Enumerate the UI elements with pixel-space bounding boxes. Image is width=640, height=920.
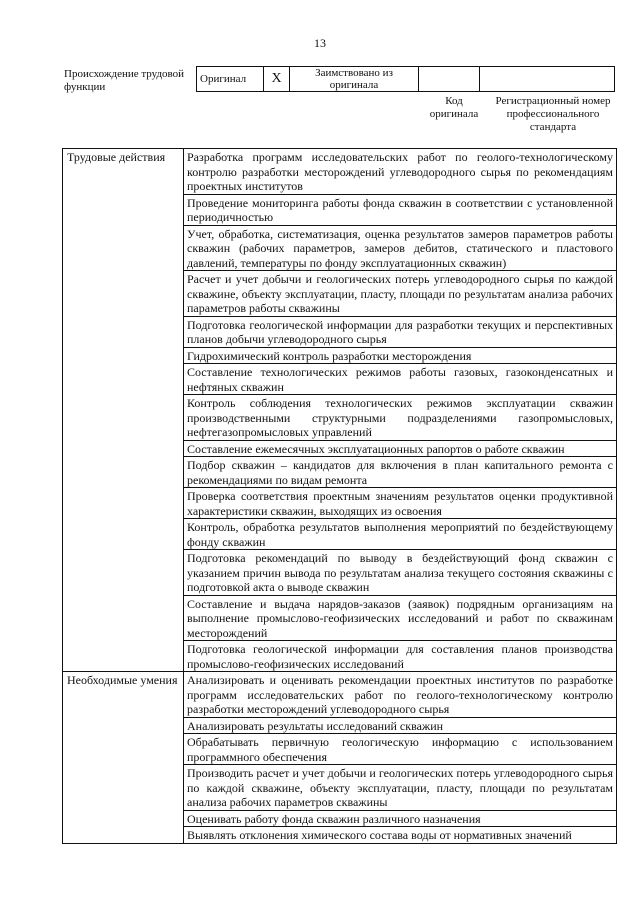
list-item: Проверка соответствия проектным значениям результатов оценки продуктивной характеристики скважин, выходящих из освоения	[184, 488, 617, 519]
list-item: Производить расчет и учет добычи и геологических потерь углеводородного сырья по каждой скважине, объекту эксплуатации, пласту, площади по результатам анализа рабочих параметров скважины	[184, 765, 617, 811]
registration-caption: Регистрационный номер профессионального стандарта	[495, 95, 611, 133]
list-item: Обрабатывать первичную геологическую информацию с использованием программного обеспечения	[184, 734, 617, 765]
function-table-body	[63, 149, 617, 844]
list-item: Составление ежемесячных эксплуатационных рапортов о работе скважин	[184, 440, 617, 457]
list-item: Выявлять отклонения химического состава воды от нормативных значений	[184, 827, 617, 844]
table-row	[63, 149, 617, 195]
list-item: Расчет и учет добычи и геологических потерь углеводородного сырья по каждой скважине, объекту эксплуатации, пласту, площади по результатам анализа рабочих параметров работы скважины	[184, 271, 617, 317]
borrowed-label: Заимствовано из оригинала	[290, 67, 419, 92]
list-item: Контроль соблюдения технологических режимов эксплуатации скважин производственными структурными подразделениями газопромысловых, нефтегазопромысловых управлений	[184, 395, 617, 441]
list-item: Анализировать и оценивать рекомендации проектных институтов по разработке программ исследовательских работ по геолого-технологическому контролю разработки месторождений углеводородного сырья	[184, 672, 617, 718]
list-item: Подготовка геологической информации для составления планов производства промыслово-геофизических исследований	[184, 641, 617, 672]
section-title: Необходимые умения	[63, 672, 184, 844]
table-row	[63, 672, 617, 718]
original-mark: X	[264, 67, 290, 92]
section-title: Трудовые действия	[63, 149, 184, 672]
original-label: Оригинал	[197, 67, 264, 92]
list-item: Разработка программ исследовательских работ по геолого-технологическому контролю разработки месторождений углеводородного сырья по рекомендациям проектных институтов	[184, 149, 617, 195]
code-caption: Код оригинала	[429, 95, 479, 120]
list-item: Составление технологических режимов работы газовых, газоконденсатных и нефтяных скважин	[184, 364, 617, 395]
list-item: Подготовка геологической информации для разработки текущих и перспективных планов добычи углеводородного сырья	[184, 316, 617, 347]
page-number: 13	[314, 36, 326, 50]
origin-table	[196, 66, 615, 92]
list-item: Гидрохимический контроль разработки месторождения	[184, 347, 617, 364]
list-item: Подготовка рекомендаций по выводу в бездействующий фонд скважин с указанием причин вывода по результатам анализа текущего состояния скважины с подготовкой акта о выводе скважин	[184, 550, 617, 596]
list-item: Анализировать результаты исследований скважин	[184, 717, 617, 734]
list-item: Подбор скважин – кандидатов для включения в план капитального ремонта с рекомендациями по видам ремонта	[184, 457, 617, 488]
registration-number-cell	[480, 67, 615, 92]
list-item: Оценивать работу фонда скважин различного назначения	[184, 810, 617, 827]
function-table	[62, 148, 617, 844]
list-item: Составление и выдача нарядов-заказов (заявок) подрядным организациям на выполнение промыслово-геофизических исследований и работ по скважинам месторождений	[184, 595, 617, 641]
origin-label: Происхождение трудовой функции	[64, 68, 185, 93]
original-code-cell	[419, 67, 480, 92]
list-item: Учет, обработка, систематизация, оценка результатов замеров параметров работы скважин (рабочих параметров, замеров дебитов, статического и пластового давлений, температуры по фонду эксплуатационных скважин)	[184, 225, 617, 271]
list-item: Контроль, обработка результатов выполнения мероприятий по бездействующему фонду скважин	[184, 519, 617, 550]
list-item: Проведение мониторинга работы фонда скважин в соответствии с установленной периодичностью	[184, 194, 617, 225]
